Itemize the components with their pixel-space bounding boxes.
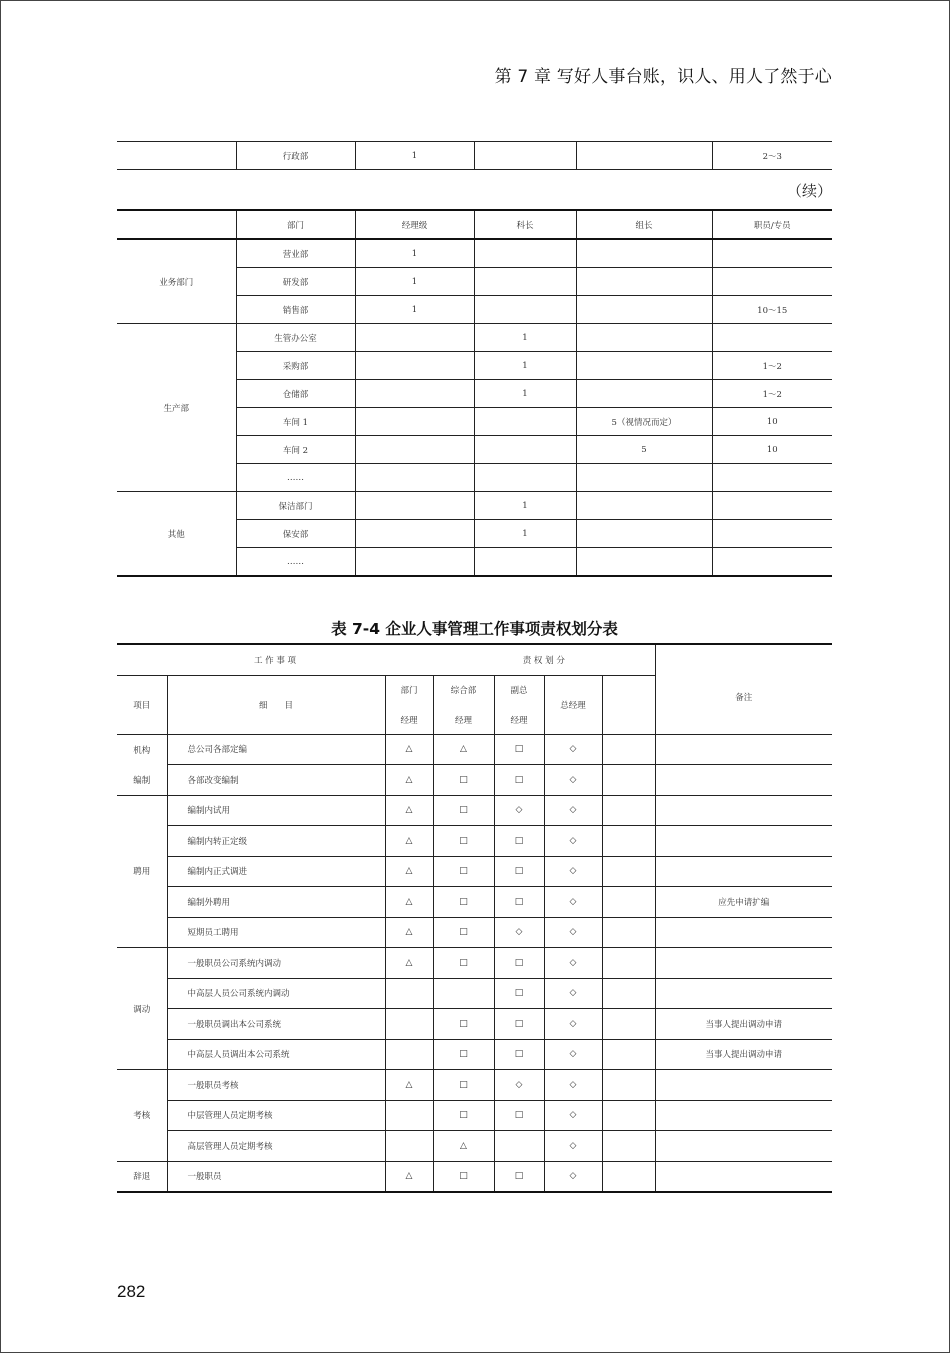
- dept-manager-cell: △: [385, 795, 433, 826]
- gm-cell: ◇: [544, 1161, 602, 1192]
- gm-cell: ◇: [544, 887, 602, 918]
- vice-manager-cell: [494, 1131, 544, 1162]
- manager-cell: [355, 520, 474, 548]
- empty-cell: [602, 917, 655, 948]
- table-row: [117, 142, 832, 170]
- gm-cell: ◇: [544, 1009, 602, 1040]
- vice-manager-cell: □: [494, 734, 544, 765]
- responsibility-table: [117, 643, 832, 1193]
- manager-cell: 1: [355, 296, 474, 324]
- chief-cell: 1: [474, 380, 576, 408]
- manager-cell: 1: [355, 239, 474, 268]
- manager-cell: [355, 408, 474, 436]
- header-line: 部门: [400, 685, 418, 696]
- leader-cell: [576, 492, 712, 520]
- dept-manager-cell: [385, 1131, 433, 1162]
- leader-cell: [576, 520, 712, 548]
- dept-manager-cell: [385, 1039, 433, 1070]
- dept-cell: 研发部: [236, 268, 355, 296]
- page-number: 282: [117, 1282, 146, 1301]
- manager-cell: [355, 324, 474, 352]
- remark-cell: [655, 826, 832, 857]
- dept-cell: 销售部: [236, 296, 355, 324]
- gm-cell: ◇: [544, 948, 602, 979]
- empty-header: [602, 675, 655, 734]
- gm-cell: ◇: [544, 1131, 602, 1162]
- remark-header: 备注: [655, 675, 832, 734]
- table-row: [117, 887, 832, 918]
- comp-manager-cell: □: [433, 795, 494, 826]
- vice-manager-cell: □: [494, 1100, 544, 1131]
- leader-cell: [576, 142, 712, 170]
- empty-cell: [602, 978, 655, 1009]
- chief-cell: 1: [474, 492, 576, 520]
- detail-cell: 一般职员公司系统内调动: [167, 948, 385, 979]
- dept-manager-cell: △: [385, 948, 433, 979]
- empty-cell: [602, 1100, 655, 1131]
- dept-manager-cell: △: [385, 917, 433, 948]
- remark-cell: [655, 1131, 832, 1162]
- table-row: [117, 917, 832, 948]
- staff-cell: [712, 239, 832, 268]
- vice-manager-cell: □: [494, 948, 544, 979]
- table-row: [117, 795, 832, 826]
- comp-manager-cell: □: [433, 1009, 494, 1040]
- group-name-cell: 业务部门: [117, 239, 236, 324]
- empty-cell: [602, 1131, 655, 1162]
- gm-cell: ◇: [544, 856, 602, 887]
- table-row: [117, 1100, 832, 1131]
- gm-cell: ◇: [544, 734, 602, 765]
- staff-cell: [712, 268, 832, 296]
- empty-cell: [602, 1039, 655, 1070]
- table-row: [117, 948, 832, 979]
- vice-manager-cell: □: [494, 1161, 544, 1192]
- detail-header: 细 目: [167, 675, 385, 734]
- manager-cell: [355, 352, 474, 380]
- staff-cell: 1～2: [712, 352, 832, 380]
- detail-cell: 一般职员调出本公司系统: [167, 1009, 385, 1040]
- rights-header: 责 权 划 分: [433, 644, 655, 675]
- header-line: 副总: [510, 685, 528, 696]
- work-items-header: 工 作 事 项: [117, 644, 433, 675]
- staffing-table: [117, 209, 832, 577]
- comp-manager-header: [433, 675, 494, 734]
- remark-cell: 应先申请扩编: [655, 887, 832, 918]
- table-row: [117, 856, 832, 887]
- table-row: [117, 1039, 832, 1070]
- remark-cell: [655, 1100, 832, 1131]
- header-line: 经理: [400, 715, 418, 726]
- manager-cell: 1: [355, 268, 474, 296]
- leader-cell: 5（视情况而定）: [576, 408, 712, 436]
- comp-manager-cell: □: [433, 1161, 494, 1192]
- vice-manager-cell: □: [494, 765, 544, 796]
- remark-cell: [655, 1161, 832, 1192]
- empty-cell: [602, 948, 655, 979]
- gm-cell: ◇: [544, 1039, 602, 1070]
- leader-cell: [576, 324, 712, 352]
- dept-manager-header: [385, 675, 433, 734]
- detail-cell: 编制内正式调进: [167, 856, 385, 887]
- detail-cell: 中层管理人员定期考核: [167, 1100, 385, 1131]
- detail-cell: 中高层人员调出本公司系统: [167, 1039, 385, 1070]
- dept-cell: 车间 1: [236, 408, 355, 436]
- vice-manager-cell: □: [494, 1009, 544, 1040]
- table-row: [117, 1161, 832, 1192]
- staff-cell: 10: [712, 436, 832, 464]
- vice-manager-cell: ◇: [494, 795, 544, 826]
- staffing-table-prev: [117, 141, 832, 170]
- item-cell: 机构: [117, 734, 167, 765]
- remark-cell: [655, 948, 832, 979]
- remark-cell: 当事人提出调动申请: [655, 1009, 832, 1040]
- empty-cell: [602, 1161, 655, 1192]
- item-cell: 调动: [117, 948, 167, 1070]
- leader-cell: [576, 548, 712, 577]
- chief-cell: [474, 142, 576, 170]
- remark-cell: [655, 917, 832, 948]
- chief-cell: [474, 436, 576, 464]
- detail-cell: 一般职员: [167, 1161, 385, 1192]
- chief-cell: 1: [474, 520, 576, 548]
- gm-cell: ◇: [544, 765, 602, 796]
- table-row: [117, 239, 832, 268]
- item-header: 项目: [117, 675, 167, 734]
- manager-cell: [355, 548, 474, 577]
- header-cell: 部门: [236, 210, 355, 239]
- table-row: [117, 826, 832, 857]
- empty-cell: [602, 887, 655, 918]
- dept-manager-cell: △: [385, 856, 433, 887]
- empty-cell: [602, 1070, 655, 1101]
- empty-cell: [602, 826, 655, 857]
- staff-cell: 10: [712, 408, 832, 436]
- gm-cell: ◇: [544, 826, 602, 857]
- chapter-header: 第 7 章 写好人事台账，识人、用人了然于心: [494, 67, 832, 87]
- header-cell: [117, 210, 236, 239]
- vice-manager-cell: □: [494, 1039, 544, 1070]
- dept-manager-cell: [385, 978, 433, 1009]
- leader-cell: [576, 239, 712, 268]
- header-cell: 科长: [474, 210, 576, 239]
- vice-manager-cell: □: [494, 856, 544, 887]
- comp-manager-cell: □: [433, 765, 494, 796]
- staff-cell: [712, 464, 832, 492]
- dept-cell: 营业部: [236, 239, 355, 268]
- comp-manager-cell: △: [433, 734, 494, 765]
- manager-cell: [355, 436, 474, 464]
- dept-manager-cell: △: [385, 887, 433, 918]
- table-row: [117, 324, 832, 352]
- vice-manager-cell: □: [494, 887, 544, 918]
- comp-manager-cell: □: [433, 856, 494, 887]
- dept-manager-cell: △: [385, 765, 433, 796]
- dept-cell: 车间 2: [236, 436, 355, 464]
- dept-manager-cell: △: [385, 734, 433, 765]
- empty-cell: [602, 856, 655, 887]
- staff-cell: 10～15: [712, 296, 832, 324]
- header-cell: 职员/专员: [712, 210, 832, 239]
- table-row: [117, 1070, 832, 1101]
- gm-cell: ◇: [544, 978, 602, 1009]
- dept-manager-cell: [385, 1009, 433, 1040]
- chief-cell: [474, 464, 576, 492]
- header-cell: [655, 644, 832, 675]
- manager-cell: 1: [355, 142, 474, 170]
- item-cell: 辞退: [117, 1161, 167, 1192]
- remark-cell: [655, 734, 832, 765]
- comp-manager-cell: □: [433, 887, 494, 918]
- gm-cell: ◇: [544, 1070, 602, 1101]
- leader-cell: [576, 296, 712, 324]
- table-row: [117, 765, 832, 796]
- remark-cell: [655, 978, 832, 1009]
- table-cell: [117, 142, 236, 170]
- staff-cell: [712, 324, 832, 352]
- staff-cell: [712, 492, 832, 520]
- chief-cell: [474, 548, 576, 577]
- chief-cell: [474, 239, 576, 268]
- item-cell: 编制: [117, 765, 167, 796]
- comp-manager-cell: □: [433, 1039, 494, 1070]
- detail-cell: 各部改变编制: [167, 765, 385, 796]
- comp-manager-cell: □: [433, 917, 494, 948]
- staff-cell: 1～2: [712, 380, 832, 408]
- header-cell: 组长: [576, 210, 712, 239]
- dept-cell: 仓储部: [236, 380, 355, 408]
- table-caption: 表 7-4 企业人事管理工作事项责权划分表: [331, 620, 618, 638]
- empty-cell: [602, 734, 655, 765]
- detail-cell: 编制内试用: [167, 795, 385, 826]
- dept-cell: ……: [236, 548, 355, 577]
- group-name-cell: 其他: [117, 492, 236, 577]
- dept-cell: 保安部: [236, 520, 355, 548]
- header-cell: 经理级: [355, 210, 474, 239]
- remark-cell: [655, 856, 832, 887]
- vice-manager-header: [494, 675, 544, 734]
- header-line: 综合部: [450, 685, 477, 696]
- dept-manager-cell: △: [385, 1070, 433, 1101]
- gm-cell: ◇: [544, 1100, 602, 1131]
- dept-cell: 采购部: [236, 352, 355, 380]
- leader-cell: [576, 464, 712, 492]
- detail-cell: 一般职员考核: [167, 1070, 385, 1101]
- remark-cell: [655, 765, 832, 796]
- dept-cell: 行政部: [236, 142, 355, 170]
- gm-cell: ◇: [544, 917, 602, 948]
- header-line: 经理: [510, 715, 528, 726]
- comp-manager-cell: □: [433, 1070, 494, 1101]
- detail-cell: 高层管理人员定期考核: [167, 1131, 385, 1162]
- staff-cell: [712, 548, 832, 577]
- vice-manager-cell: ◇: [494, 1070, 544, 1101]
- table-header-row: [117, 210, 832, 239]
- dept-cell: 生管办公室: [236, 324, 355, 352]
- detail-cell: 编制内转正定级: [167, 826, 385, 857]
- gm-cell: ◇: [544, 795, 602, 826]
- chief-cell: 1: [474, 324, 576, 352]
- column-header-row: [117, 675, 832, 734]
- item-cell: 考核: [117, 1070, 167, 1162]
- empty-cell: [602, 795, 655, 826]
- staff-cell: [712, 520, 832, 548]
- header-line: 经理: [455, 715, 473, 726]
- table-row: [117, 1009, 832, 1040]
- group-header-row: [117, 644, 832, 675]
- table-row: [117, 734, 832, 765]
- dept-cell: ……: [236, 464, 355, 492]
- table-row: [117, 978, 832, 1009]
- chief-cell: [474, 296, 576, 324]
- chief-cell: [474, 408, 576, 436]
- manager-cell: [355, 380, 474, 408]
- detail-cell: 编制外聘用: [167, 887, 385, 918]
- table-row: [117, 1131, 832, 1162]
- vice-manager-cell: □: [494, 978, 544, 1009]
- leader-cell: [576, 380, 712, 408]
- vice-manager-cell: ◇: [494, 917, 544, 948]
- comp-manager-cell: [433, 978, 494, 1009]
- continued-label: （续）: [786, 182, 832, 200]
- group-name-cell: 生产部: [117, 324, 236, 492]
- empty-cell: [602, 1009, 655, 1040]
- dept-manager-cell: △: [385, 826, 433, 857]
- leader-cell: [576, 352, 712, 380]
- manager-cell: [355, 492, 474, 520]
- detail-cell: 短期员工聘用: [167, 917, 385, 948]
- chief-cell: 1: [474, 352, 576, 380]
- vice-manager-cell: □: [494, 826, 544, 857]
- dept-manager-cell: △: [385, 1161, 433, 1192]
- gm-header: 总经理: [544, 675, 602, 734]
- comp-manager-cell: □: [433, 1100, 494, 1131]
- detail-cell: 中高层人员公司系统内调动: [167, 978, 385, 1009]
- empty-cell: [602, 765, 655, 796]
- chief-cell: [474, 268, 576, 296]
- remark-cell: [655, 795, 832, 826]
- item-cell: 聘用: [117, 795, 167, 948]
- remark-cell: 当事人提出调动申请: [655, 1039, 832, 1070]
- dept-cell: 保洁部门: [236, 492, 355, 520]
- manager-cell: [355, 464, 474, 492]
- leader-cell: [576, 268, 712, 296]
- leader-cell: 5: [576, 436, 712, 464]
- comp-manager-cell: □: [433, 948, 494, 979]
- comp-manager-cell: □: [433, 826, 494, 857]
- detail-cell: 总公司各部定编: [167, 734, 385, 765]
- dept-manager-cell: [385, 1100, 433, 1131]
- remark-cell: [655, 1070, 832, 1101]
- staff-cell: 2～3: [712, 142, 832, 170]
- comp-manager-cell: △: [433, 1131, 494, 1162]
- table-row: [117, 492, 832, 520]
